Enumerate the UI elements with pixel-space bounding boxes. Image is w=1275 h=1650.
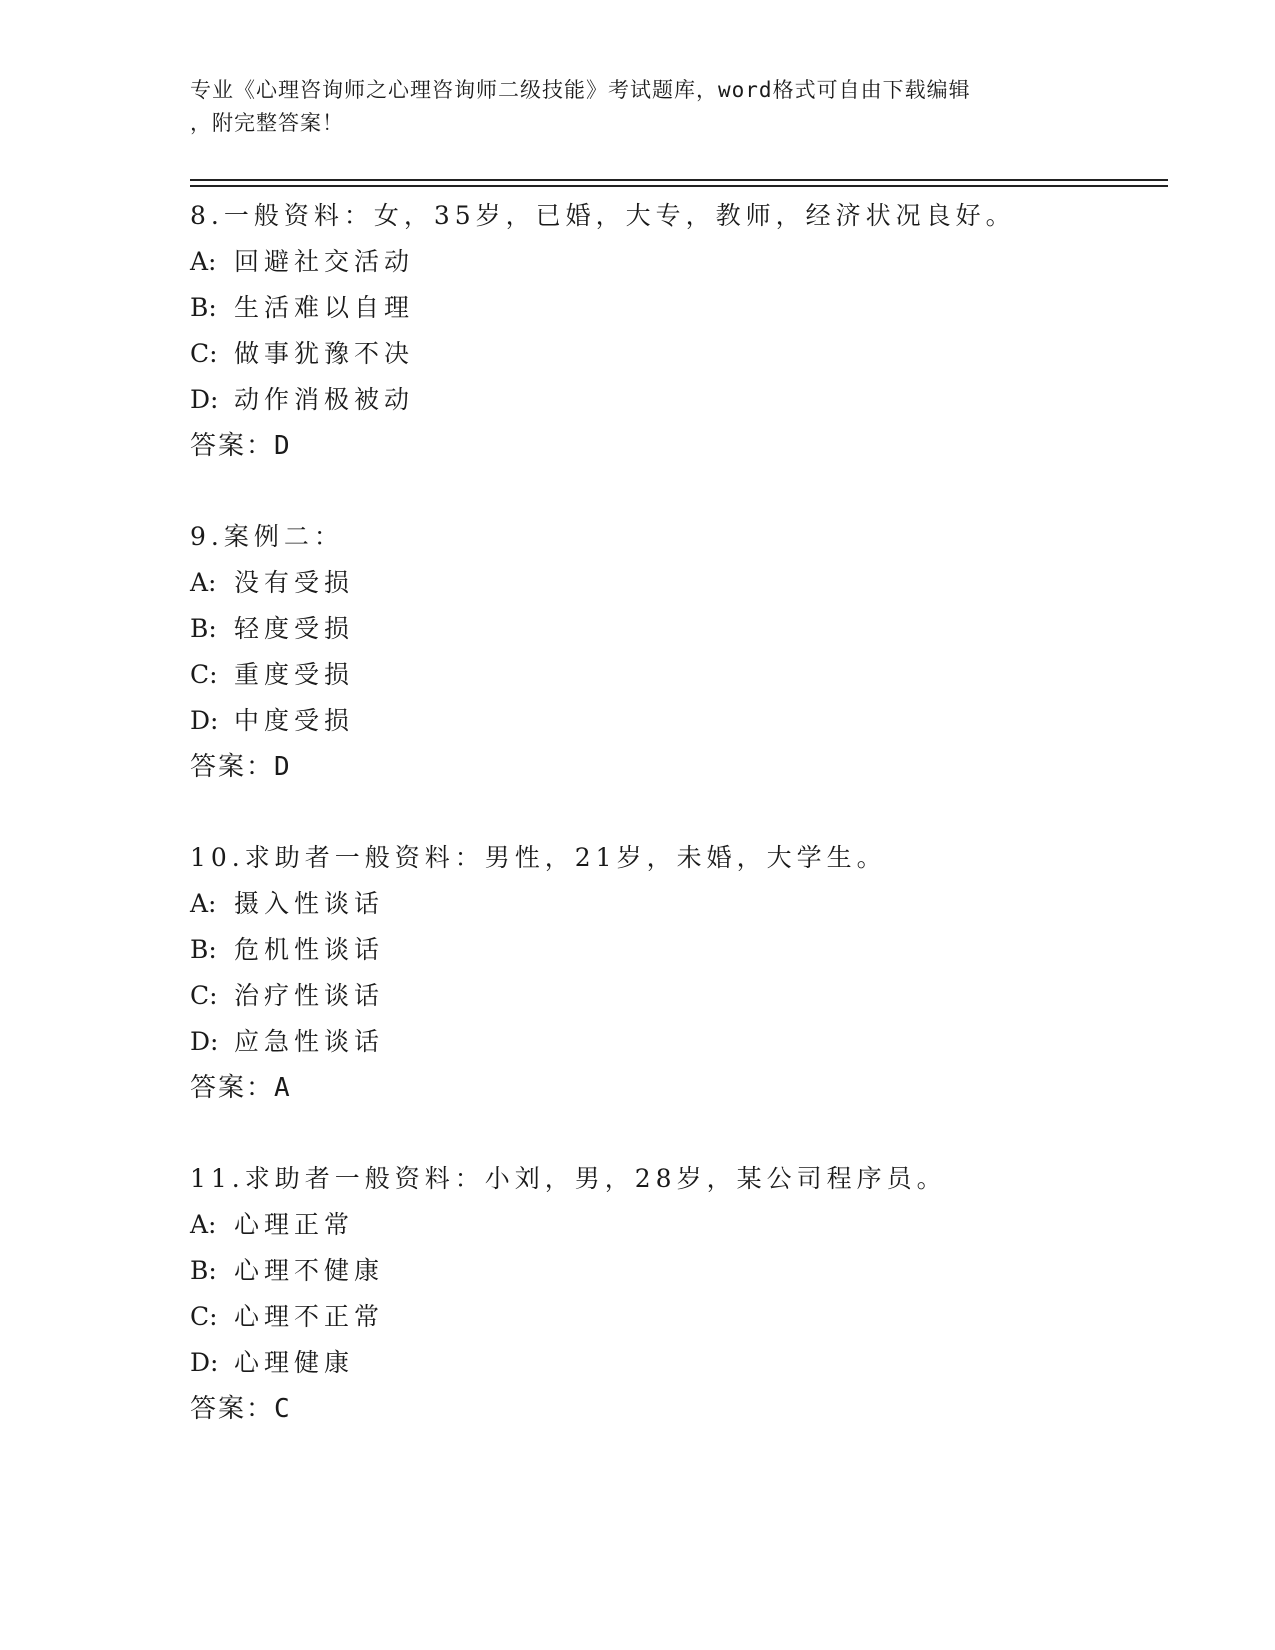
option-text: 做事犹豫不决	[234, 339, 415, 368]
answer-line	[190, 1065, 1150, 1111]
option-text: 轻度受损	[234, 614, 355, 643]
answer-value: D	[274, 431, 290, 461]
question-stem: 11.求助者一般资料：小刘，男，28岁，某公司程序员。	[190, 1164, 947, 1193]
question-8	[190, 193, 1150, 469]
question-11	[190, 1156, 1150, 1432]
option-text: 中度受损	[234, 706, 355, 735]
answer-line	[190, 1386, 1150, 1432]
option-letter: B:	[190, 935, 217, 964]
question-9	[190, 514, 1150, 790]
question-list	[190, 193, 1150, 1477]
option-text: 没有受损	[234, 568, 355, 597]
option-a	[190, 239, 1150, 285]
question-stem: 10.求助者一般资料：男性，21岁，未婚，大学生。	[190, 843, 887, 872]
option-text: 回避社交活动	[234, 247, 415, 276]
option-b	[190, 285, 1150, 331]
header-divider-top	[190, 179, 1168, 181]
option-text: 心理不健康	[234, 1256, 385, 1285]
question-stem: 9.案例二：	[190, 522, 344, 551]
option-letter: A:	[190, 1210, 217, 1239]
option-letter: D:	[190, 1348, 219, 1377]
option-letter: B:	[190, 614, 217, 643]
option-text: 重度受损	[234, 660, 355, 689]
option-letter: C:	[190, 660, 218, 689]
question-10	[190, 835, 1150, 1111]
option-letter: A:	[190, 247, 217, 276]
document-header	[190, 74, 1090, 140]
answer-line	[190, 744, 1150, 790]
option-letter: C:	[190, 339, 218, 368]
option-letter: B:	[190, 293, 217, 322]
header-line-2: ，附完整答案！	[190, 111, 344, 135]
option-text: 危机性谈话	[234, 935, 385, 964]
option-letter: C:	[190, 1302, 218, 1331]
option-a	[190, 560, 1150, 606]
question-stem: 8.一般资料：女，35岁，已婚，大专，教师，经济状况良好。	[190, 201, 1016, 230]
option-letter: C:	[190, 981, 218, 1010]
option-text: 应急性谈话	[234, 1027, 385, 1056]
answer-value: A	[274, 1073, 290, 1103]
option-d	[190, 698, 1150, 744]
answer-value: C	[274, 1394, 290, 1424]
option-text: 摄入性谈话	[234, 889, 385, 918]
option-letter: D:	[190, 385, 219, 414]
answer-line	[190, 423, 1150, 469]
option-letter: D:	[190, 1027, 219, 1056]
option-c	[190, 652, 1150, 698]
answer-label: 答案：	[190, 752, 275, 782]
option-b	[190, 606, 1150, 652]
header-divider-bottom	[190, 185, 1168, 187]
option-b	[190, 927, 1150, 973]
option-d	[190, 1340, 1150, 1386]
option-letter: A:	[190, 889, 217, 918]
header-line-1: 专业《心理咨询师之心理咨询师二级技能》考试题库，word格式可自由下载编辑	[190, 78, 971, 102]
option-c	[190, 1294, 1150, 1340]
answer-label: 答案：	[190, 431, 275, 461]
option-a	[190, 1202, 1150, 1248]
option-text: 生活难以自理	[234, 293, 415, 322]
answer-label: 答案：	[190, 1394, 275, 1424]
option-b	[190, 1248, 1150, 1294]
option-c	[190, 331, 1150, 377]
option-text: 心理不正常	[234, 1302, 385, 1331]
answer-value: D	[274, 752, 290, 782]
option-text: 心理健康	[234, 1348, 355, 1377]
option-letter: B:	[190, 1256, 217, 1285]
option-text: 动作消极被动	[234, 385, 415, 414]
option-letter: A:	[190, 568, 217, 597]
option-letter: D:	[190, 706, 219, 735]
option-d	[190, 1019, 1150, 1065]
option-text: 心理正常	[234, 1210, 355, 1239]
option-c	[190, 973, 1150, 1019]
option-d	[190, 377, 1150, 423]
option-text: 治疗性谈话	[234, 981, 385, 1010]
option-a	[190, 881, 1150, 927]
answer-label: 答案：	[190, 1073, 275, 1103]
